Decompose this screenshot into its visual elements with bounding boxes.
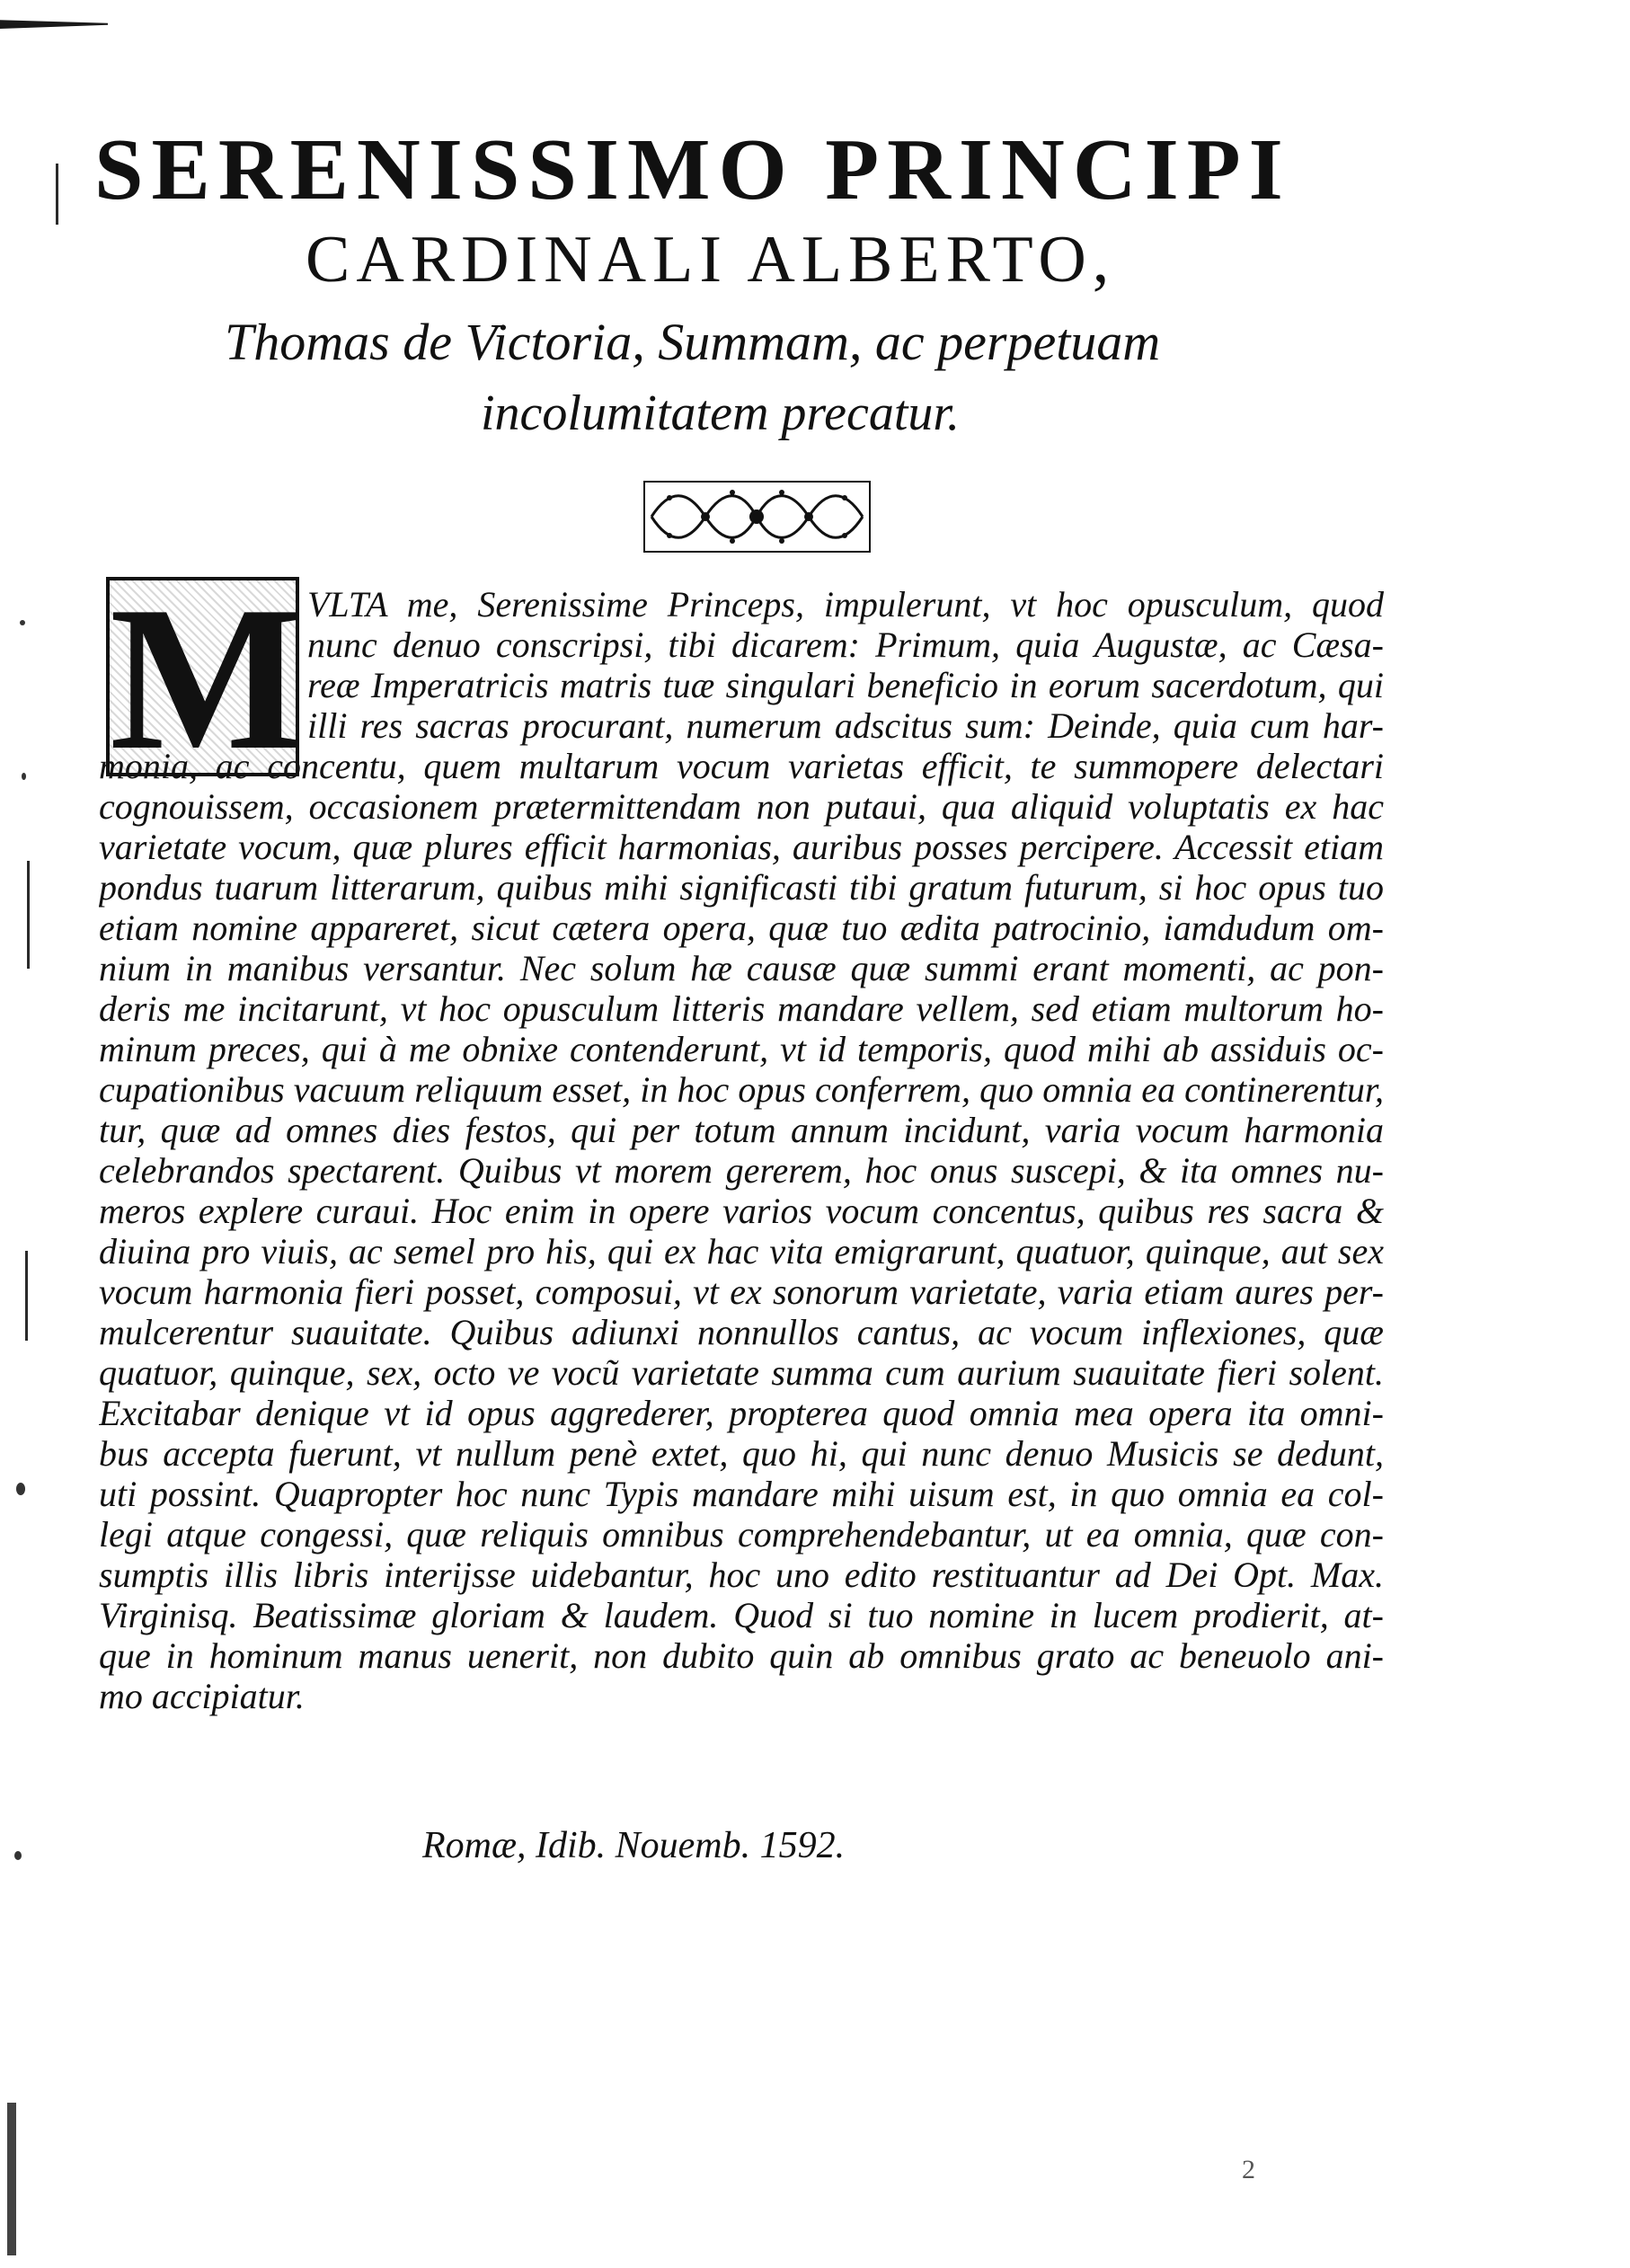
text-line: mulcerentur suauitate. Quibus adiunxi nonnullos cantus, ac vocum inflexiones, quæ <box>99 1312 1384 1352</box>
text-line: etiam nomine appareret, sicut cætera opera, quæ tuo ædita patrocinio, iamdudum om- <box>99 908 1384 948</box>
signature-date: Romæ, Idib. Nouemb. 1592. <box>422 1825 846 1866</box>
text-line: diuina pro viuis, ac semel pro his, qui ex hac vita emigrarunt, quatuor, quinque, aut sex <box>99 1231 1384 1271</box>
text-line: celebrandos spectarent. Quibus vt morem gererem, hoc onus suscepi, & ita omnes nu- <box>99 1150 1384 1191</box>
text-line: quatuor, quinque, sex, octo ve vocũ varietate summa cum aurium suauitate fieri solent. <box>99 1352 1384 1393</box>
ornament-icon <box>642 480 872 554</box>
text-line: cupationibus vacuum reliquum esset, in hoc opus conferrem, quo omnia ea continerentur, <box>99 1069 1384 1110</box>
text-line: nium in manibus versantur. Nec solum hæ causæ quæ summi erant momenti, ac pon- <box>99 948 1384 988</box>
text-line: pondus tuarum litterarum, quibus mihi significasti tibi gratum futurum, si hoc opus tuo <box>99 867 1384 908</box>
margin-dot <box>20 620 25 625</box>
title-line-1: SERENISSIMO PRINCIPI <box>94 121 1291 218</box>
title-line-2: CARDINALI ALBERTO, <box>306 223 1116 297</box>
text-line: Excitabar denique vt id opus aggrederer, propterea quod omnia mea opera ita omni- <box>99 1393 1384 1433</box>
margin-rule <box>56 164 58 225</box>
text-line: que in hominum manus uenerit, non dubito quin ab omnibus grato ac beneuolo ani- <box>99 1635 1384 1676</box>
margin-dot <box>14 1851 22 1860</box>
text-line: illi res sacras procurant, numerum adscitus sum: Deinde, quia cum har- <box>307 705 1384 746</box>
text-line: sumptis illis libris interijsse uidebantur, hoc uno edito restituantur ad Dei Opt. Max. <box>99 1555 1384 1595</box>
text-line: bus accepta fuerunt, vt nullum penè extet, quo hi, qui nunc denuo Musicis se dedunt, <box>99 1433 1384 1474</box>
subtitle-line-2: incolumitatem precatur. <box>481 385 960 441</box>
body-opening <box>99 584 1384 746</box>
scan-artifact-corner <box>0 16 108 29</box>
text-line: cognouissem, occasionem prætermittendam non putaui, qua aliquid voluptatis ex hac <box>99 786 1384 827</box>
page-mark: 2 <box>1242 2155 1255 2184</box>
text-line: monia, ac concentu, quem multarum vocum varietas efficit, te summopere delectari <box>99 746 1384 786</box>
text-line: deris me incitarunt, vt hoc opusculum litteris mandare vellem, sed etiam multorum ho- <box>99 988 1384 1029</box>
text-line: mo accipiatur. <box>99 1676 305 1716</box>
text-line: vocum harmonia fieri posset, composui, vt ex sonorum varietate, varia etiam aures per- <box>99 1271 1384 1312</box>
text-line: minum preces, qui à me obnixe contenderunt, vt id temporis, quod mihi ab assiduis oc- <box>99 1029 1384 1069</box>
text-line: legi atque congessi, quæ reliquis omnibus comprehendebantur, ut ea omnia, quæ con- <box>99 1514 1384 1555</box>
margin-dot <box>22 773 26 780</box>
text-line: meros explere curaui. Hoc enim in opere varios vocum concentus, quibus res sacra & <box>99 1191 1384 1231</box>
text-line: Virginisq. Beatissimæ gloriam & laudem. Quod si tuo nomine in lucem prodierit, at- <box>99 1595 1384 1635</box>
margin-rule <box>27 861 30 969</box>
text-line: reæ Imperatricis matris tuæ singulari beneficio in eorum sacerdotum, qui <box>307 665 1384 705</box>
scan-artifact-edge <box>7 2103 16 2255</box>
margin-rule <box>25 1251 28 1341</box>
text-line: tur, quæ ad omnes dies festos, qui per totum annum incidunt, varia vocum harmonia <box>99 1110 1384 1150</box>
text-line: nunc denuo conscripsi, tibi dicarem: Primum, quia Augustæ, ac Cæsa- <box>307 625 1384 665</box>
drop-cap-letter: M <box>110 563 306 793</box>
subtitle-line-1: Thomas de Victoria, Summam, ac perpetuam <box>225 313 1161 371</box>
text-line: uti possint. Quapropter hoc nunc Typis mandare mihi uisum est, in quo omnia ea col- <box>99 1474 1384 1514</box>
text-line: varietate vocum, quæ plures efficit harmonias, auribus posses percipere. Accessit etiam <box>99 827 1384 867</box>
text-line: VLTA me, Serenissime Princeps, impulerunt, vt hoc opusculum, quod <box>307 584 1384 625</box>
body-text <box>99 746 1384 1716</box>
margin-dot <box>16 1483 25 1495</box>
